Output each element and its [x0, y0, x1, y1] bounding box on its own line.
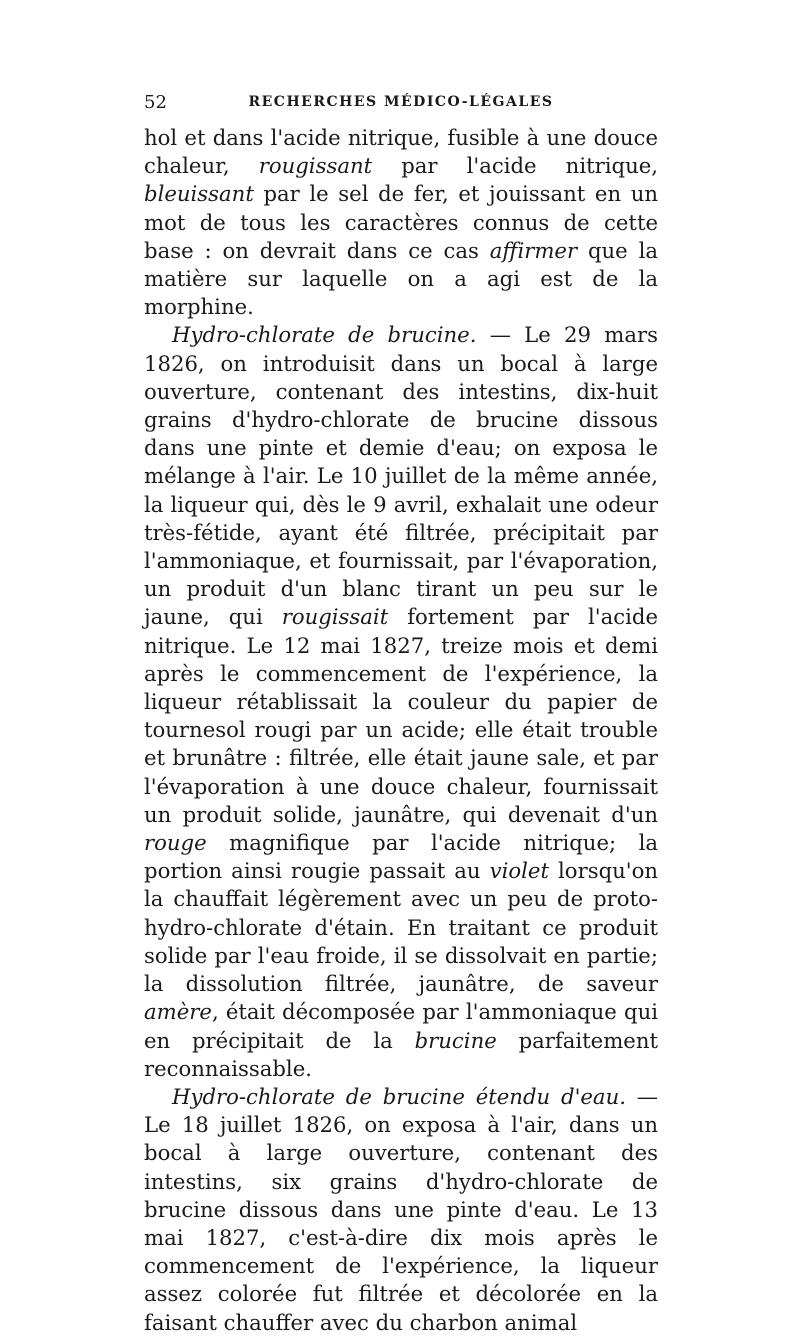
italic-run: affirmer	[489, 237, 578, 263]
text-run: fortement par l'acide nitrique. Le 12 mai 1827, treize mois et demi après le commencement de l'expérience, la liqueur rétablissait la couleur du papier de tournesol rougi par un acide; elle était trouble et brunâtre : filtrée, elle était jaune sale, et par l'évaporation à une douce chaleur, fournissait un produit solide, jaunâtre, qui devenait d'un	[144, 604, 658, 827]
text-run: , était décomposée par l'ammoniaque qui en précipitait de la	[144, 999, 658, 1053]
running-title: RECHERCHES MÉDICO-LÉGALES	[248, 94, 554, 110]
book-page	[144, 92, 658, 1337]
text-run: — Le 29 mars 1826, on introduisit dans un bocal à large ouverture, contenant des intestins, dix-huit grains d'hydro-chlorate de brucine dissous dans une pinte et demie d'eau; on exposa le mélange à l'air. Le 10 juillet de la même année, la liqueur qui, dès le 9 avril, exhalait une odeur très-fétide, ayant été filtrée, précipitait par l'ammoniaque, et fournissait, par l'évaporation, un produit d'un blanc tirant un peu sur le jaune, qui	[144, 322, 658, 630]
text-run: lorsqu'on la chauffait légèrement avec un peu de proto-hydro-chlorate d'étain. En traitant ce produit solide par l'eau froide, il se dissolvait en partie; la dissolution filtrée, jaunâtre, de saveur	[144, 858, 658, 997]
italic-run: rougissait	[281, 604, 389, 630]
paragraph	[144, 321, 658, 1082]
text-run: magnifique par l'acide nitrique; la portion ainsi rougie passait au	[144, 830, 658, 884]
page-number: 52	[144, 92, 167, 113]
italic-run: bleuissant	[144, 181, 254, 207]
text-run: hol et dans l'acide nitrique, fusible à une douce chaleur,	[144, 125, 658, 179]
running-head	[144, 92, 658, 124]
text-run: — Le 18 juillet 1826, on exposa à l'air, dans un bocal à large ouverture, contenant des intestins, six grains d'hydro-chlorate de brucine dissous dans une pinte d'eau. Le 13 mai 1827, c'est-à-dire dix mois après le commencement de l'expérience, la liqueur assez colorée fut filtrée et décolorée en la faisant chauffer avec du charbon animal	[144, 1083, 658, 1335]
paragraph	[144, 124, 658, 321]
italic-run: amère	[144, 999, 212, 1025]
body-text	[144, 124, 658, 1337]
italic-run: brucine	[414, 1027, 497, 1053]
italic-run: Hydro-chlorate de brucine.	[172, 322, 477, 348]
text-run: que la matière sur laquelle on a agi est de la morphine.	[144, 237, 658, 320]
text-run: parfaitement reconnaissable.	[144, 1027, 658, 1081]
paragraph	[144, 1083, 658, 1337]
italic-run: rouge	[144, 830, 207, 856]
italic-run: violet	[489, 858, 549, 884]
italic-run: rougissant	[258, 153, 373, 179]
text-run: par l'acide nitrique,	[372, 153, 658, 179]
text-run: par le sel de fer, et jouissant en un mot de tous les caractères connus de cette base : on devrait dans ce cas	[144, 181, 658, 263]
italic-run: Hydro-chlorate de brucine étendu d'eau.	[172, 1083, 626, 1109]
